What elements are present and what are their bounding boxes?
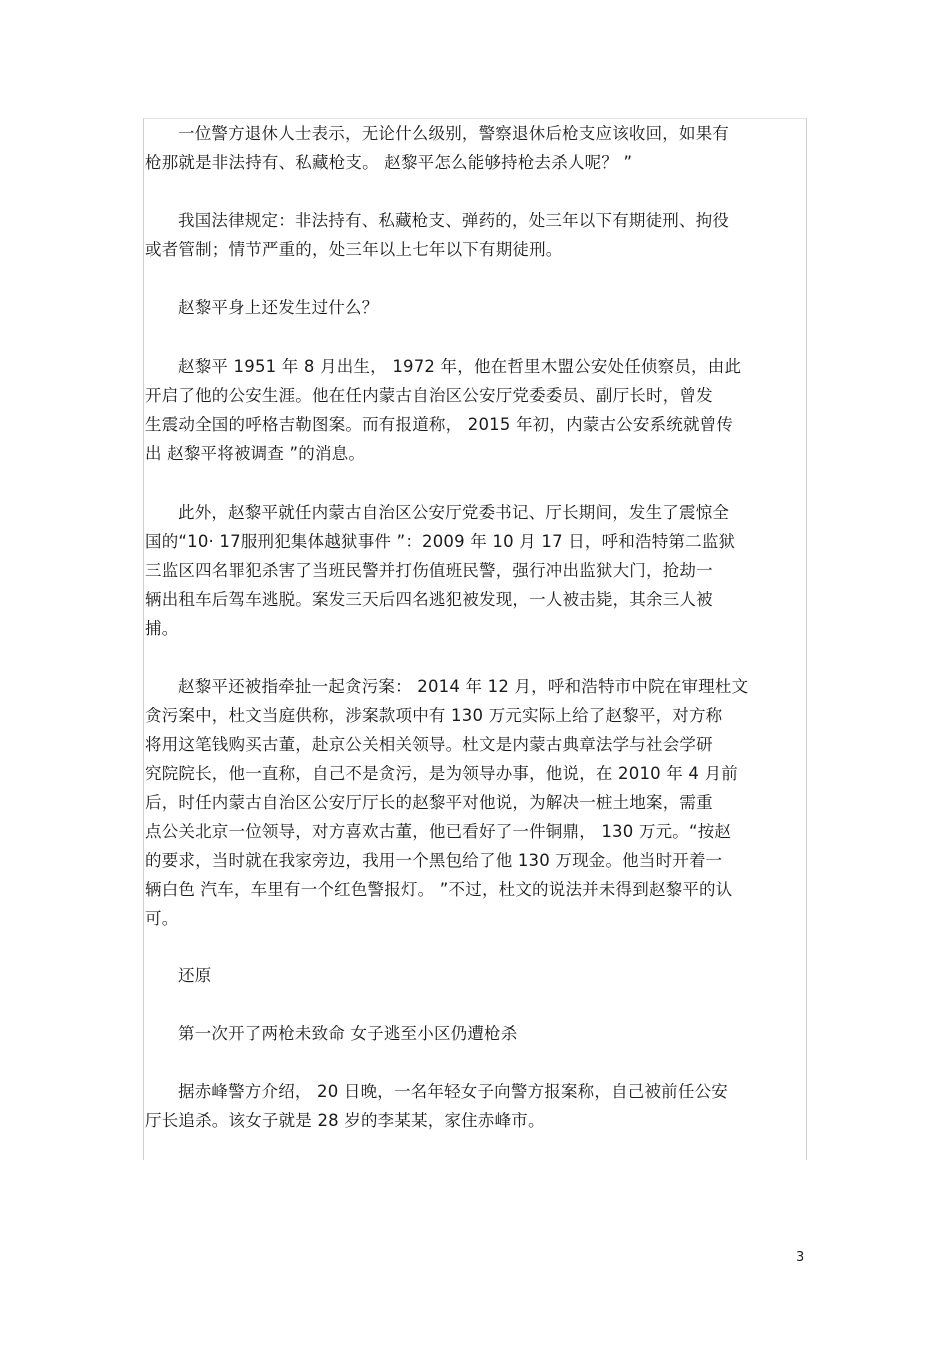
paragraph-line: 辆出租车后驾车逃脱。案发三天后四名逃犯被发现，一人被击毙，其余三人被 xyxy=(145,590,713,609)
paragraph-line: 据赤峰警方介绍， 20 日晚，一名年轻女子向警方报案称，自己被前任公安 xyxy=(178,1082,728,1101)
paragraph-line: 捕。 xyxy=(145,619,179,638)
section-heading: 赵黎平身上还发生过什么？ xyxy=(178,298,379,317)
section-heading: 还原 xyxy=(178,966,212,985)
paragraph-line: 生震动全国的呼格吉勒图案。而有报道称， 2015 年初，内蒙古公安系统就曾传 xyxy=(145,415,734,434)
section-subheading: 第一次开了两枪未致命 女子逃至小区仍遭枪杀 xyxy=(178,1024,518,1043)
paragraph-line: 或者管制；情节严重的，处三年以上七年以下有期徒刑。 xyxy=(145,240,563,259)
paragraph-line: 赵黎平 1951 年 8 月出生， 1972 年，他在哲里木盟公安处任侦察员，由此 xyxy=(178,357,742,376)
paragraph-line: 将用这笔钱购买古董，赴京公关相关领导。杜文是内蒙古典章法学与社会学研 xyxy=(145,735,713,754)
paragraph-line: 国的“10· 17服刑犯集体越狱事件 ”：2009 年 10 月 17 日，呼和浩特第二监狱 xyxy=(145,532,736,551)
paragraph-line: 一位警方退休人士表示，无论什么级别，警察退休后枪支应该收回，如果有 xyxy=(178,124,730,143)
paragraph-line: 的要求，当时就在我家旁边，我用一个黑包给了他 130 万现金。他当时开着一 xyxy=(145,851,723,870)
paragraph-line: 可。 xyxy=(145,909,179,928)
paragraph-line: 究院院长，他一直称，自己不是贪污，是为领导办事，他说，在 2010 年 4 月前 xyxy=(145,764,738,783)
paragraph-line: 辆白色 汽车，车里有一个红色警报灯。 ”不过，杜文的说法并未得到赵黎平的认 xyxy=(145,880,733,899)
page-frame xyxy=(143,118,807,1160)
paragraph-line: 赵黎平还被指牵扯一起贪污案： 2014 年 12 月，呼和浩特市中院在审理杜文 xyxy=(178,677,749,696)
paragraph-line: 贪污案中，杜文当庭供称，涉案款项中有 130 万元实际上给了赵黎平，对方称 xyxy=(145,706,723,725)
paragraph-line: 枪那就是非法持有、私藏枪支。 赵黎平怎么能够持枪去杀人呢？ ” xyxy=(145,153,633,172)
paragraph-line: 三监区四名罪犯杀害了当班民警并打伤值班民警，强行冲出监狱大门，抢劫一 xyxy=(145,561,713,580)
paragraph-line: 点公关北京一位领导，对方喜欢古董，他已看好了一件铜鼎， 130 万元。“按赵 xyxy=(145,822,732,841)
paragraph-line: 厅长追杀。该女子就是 28 岁的李某某，家住赤峰市。 xyxy=(145,1111,545,1130)
page-number: 3 xyxy=(796,1250,805,1265)
paragraph-line: 我国法律规定：非法持有、私藏枪支、弹药的，处三年以下有期徒刑、拘役 xyxy=(178,211,730,230)
paragraph-line: 出 赵黎平将被调查 ”的消息。 xyxy=(145,444,366,463)
paragraph-line: 开启了他的公安生涯。他在任内蒙古自治区公安厅党委委员、副厅长时，曾发 xyxy=(145,386,713,405)
paragraph-line: 此外，赵黎平就任内蒙古自治区公安厅党委书记、厅长期间，发生了震惊全 xyxy=(178,503,730,522)
paragraph-line: 后，时任内蒙古自治区公安厅厅长的赵黎平对他说，为解决一桩土地案，需重 xyxy=(145,793,713,812)
